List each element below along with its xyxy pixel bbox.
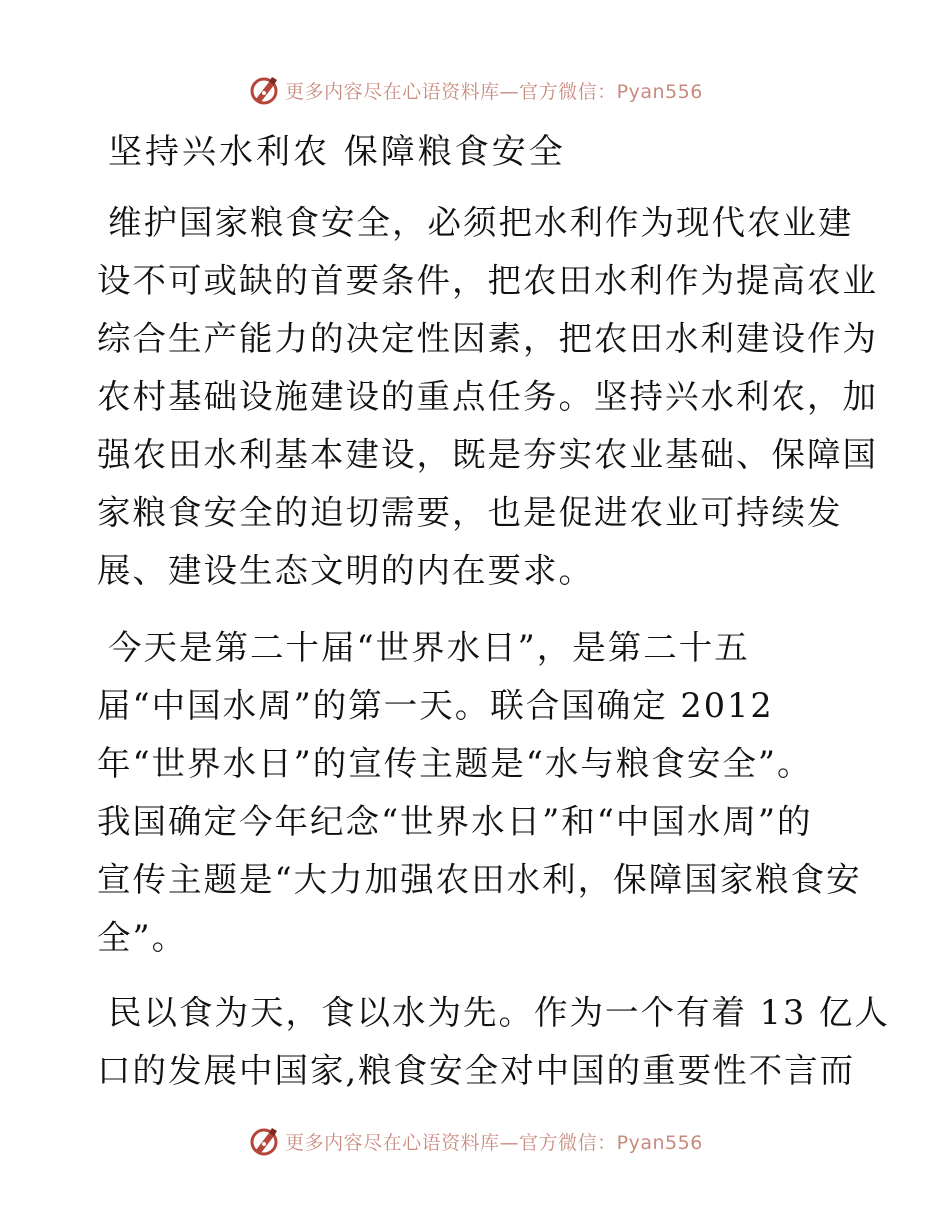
paragraph-line: 口的发展中国家,粮食安全对中国的重要性不言而 xyxy=(97,1051,856,1090)
paragraph-line: 届“中国水周”的第一天。联合国确定 2012 xyxy=(97,686,774,725)
paragraph-line: 全”。 xyxy=(97,918,188,957)
paragraph-line: 宣传主题是“大力加强农田水利，保障国家粮食安 xyxy=(97,860,862,899)
pen-nib-circle-icon xyxy=(247,1124,281,1158)
watermark-text: 更多内容尽在心语资料库—官方微信：Pyan556 xyxy=(285,80,703,103)
paragraph-line: 强农田水利基本建设，既是夯实农业基础、保障国 xyxy=(97,435,878,474)
header-watermark xyxy=(0,70,950,110)
paragraph-line: 我国确定今年纪念“世界水日”和“中国水周”的 xyxy=(97,802,813,841)
paragraph-line: 民以食为天，食以水为先。作为一个有着 13 亿人 xyxy=(108,993,890,1032)
paragraph-line: 设不可或缺的首要条件，把农田水利作为提高农业 xyxy=(97,261,878,300)
paragraph-line: 家粮食安全的迫切需要，也是促进农业可持续发 xyxy=(97,493,843,532)
paragraph-line: 维护国家粮食安全，必须把水利作为现代农业建 xyxy=(108,203,854,242)
footer-watermark xyxy=(0,1121,950,1161)
watermark-text: 更多内容尽在心语资料库—官方微信：Pyan556 xyxy=(285,1131,703,1154)
page-title: 坚持兴水利农 保障粮食安全 xyxy=(108,132,566,172)
paragraph-line: 综合生产能力的决定性因素，把农田水利建设作为 xyxy=(97,319,878,358)
paragraph-line: 展、建设生态文明的内在要求。 xyxy=(97,551,594,590)
paragraph-1 xyxy=(97,194,878,600)
paragraph-3 xyxy=(97,984,890,1100)
paragraph-line: 今天是第二十届“世界水日”，是第二十五 xyxy=(108,628,750,667)
pen-nib-circle-icon xyxy=(247,73,281,107)
paragraph-line: 年“世界水日”的宣传主题是“水与粮食安全”。 xyxy=(97,744,813,783)
paragraph-2 xyxy=(97,619,862,967)
paragraph-line: 农村基础设施建设的重点任务。坚持兴水利农，加 xyxy=(97,377,878,416)
